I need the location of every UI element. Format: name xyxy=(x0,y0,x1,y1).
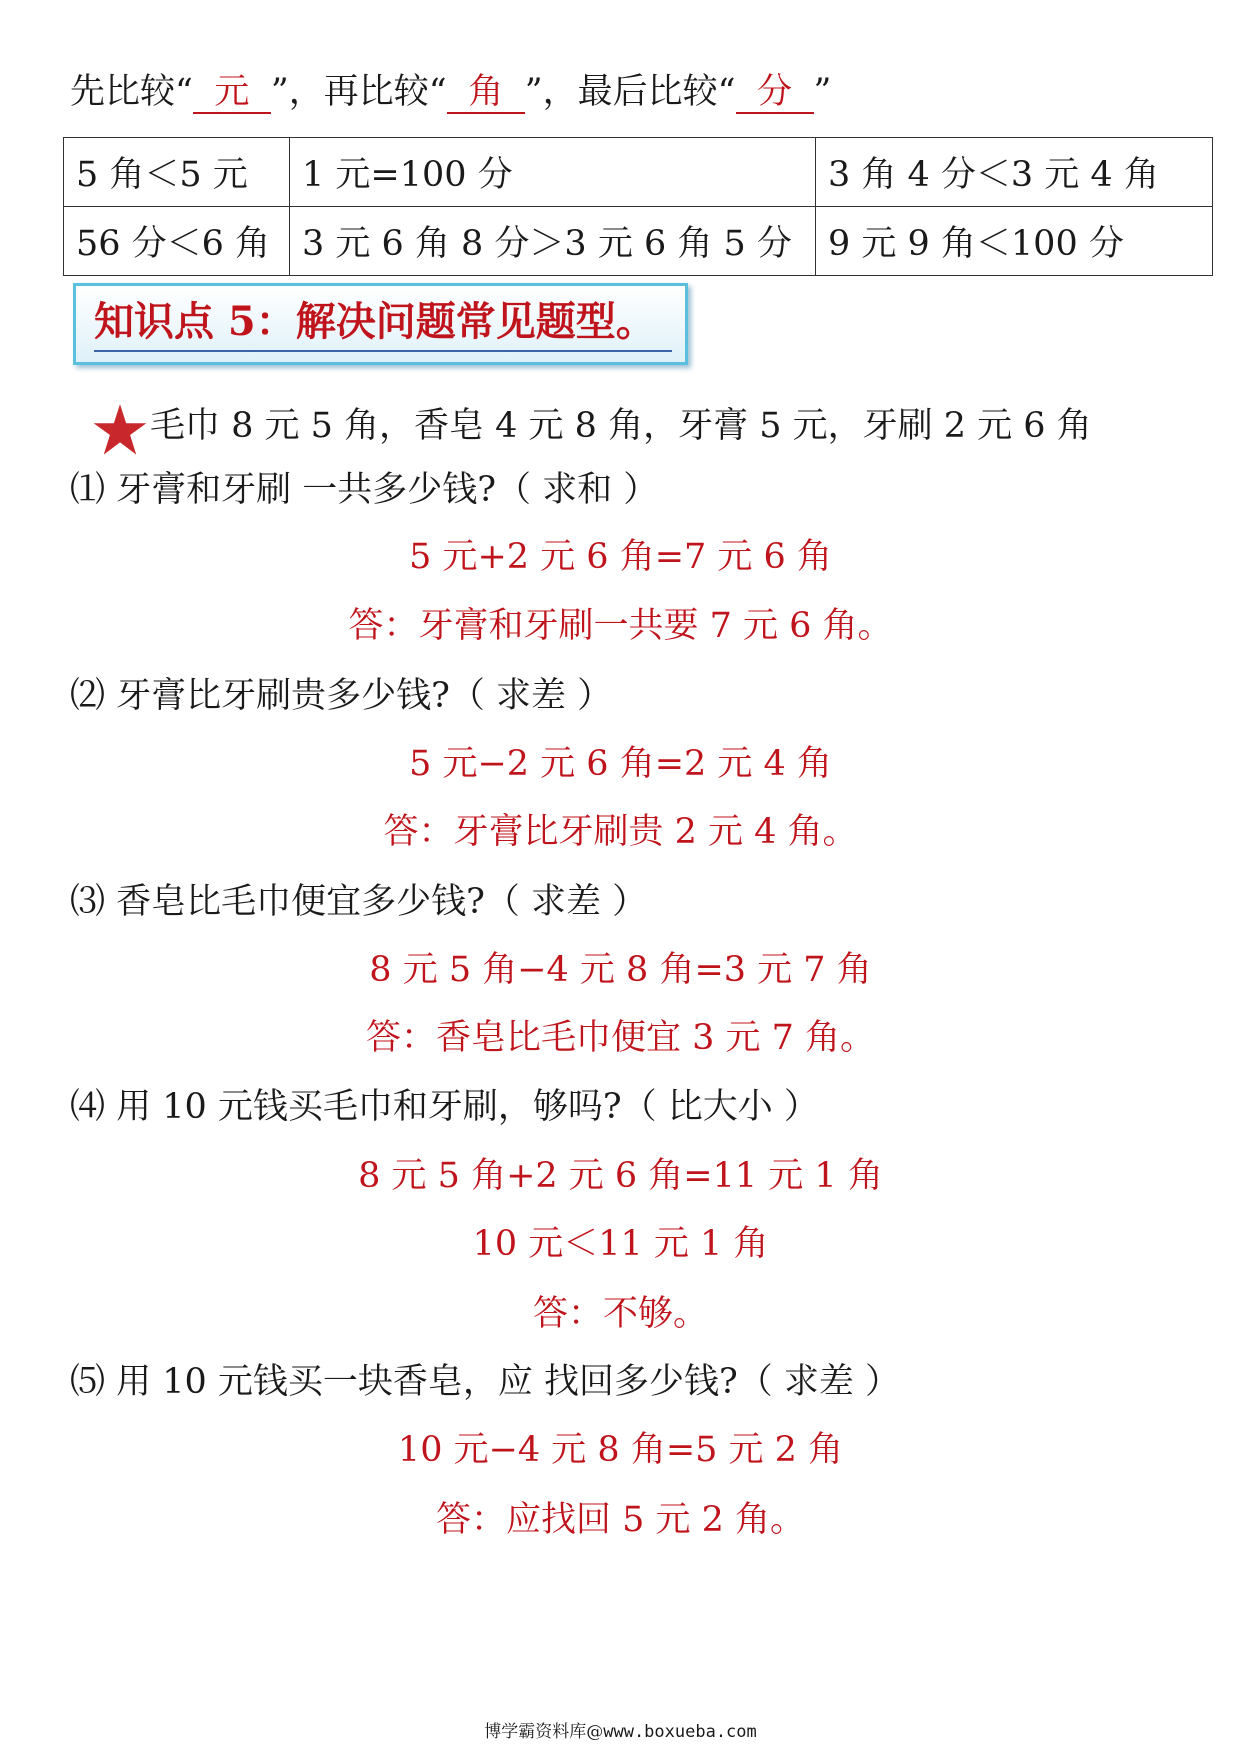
title-underline xyxy=(94,350,672,352)
question-3: ⑶ 香皂比毛巾便宜多少钱?（ 求差 ） xyxy=(70,882,648,922)
answer-5-statement: 答：应找回 5 元 2 角。 xyxy=(435,1500,806,1540)
answer-3-statement: 答：香皂比毛巾便宜 3 元 7 角。 xyxy=(365,1018,876,1058)
table-row xyxy=(64,207,1213,276)
table-cell: 3 角 4 分＜3 元 4 角 xyxy=(816,138,1213,207)
rule-text-1: 先比较“ xyxy=(70,72,193,112)
table-cell: 1 元=100 分 xyxy=(290,138,816,207)
footer-watermark xyxy=(0,1721,1241,1743)
answer-4-statement: 答：不够。 xyxy=(532,1294,708,1334)
question-5: ⑸ 用 10 元钱买一块香皂，应 找回多少钱?（ 求差 ） xyxy=(70,1362,901,1402)
table-cell: 5 角＜5 元 xyxy=(64,138,290,207)
footer-site: 博学霸资料库@ xyxy=(484,1722,604,1742)
answer-4-comparison: 10 元＜11 元 1 角 xyxy=(472,1224,769,1264)
rule-text-2: ”，再比较“ xyxy=(270,72,447,112)
answer-1-statement: 答：牙膏和牙刷一共要 7 元 6 角。 xyxy=(348,606,893,646)
question-4: ⑷ 用 10 元钱买毛巾和牙刷，够吗?（ 比大小 ） xyxy=(70,1087,819,1127)
question-2: ⑵ 牙膏比牙刷贵多少钱?（ 求差 ） xyxy=(70,676,613,716)
answer-2-statement: 答：牙膏比牙刷贵 2 元 4 角。 xyxy=(383,812,858,852)
rule-blank-jiao: 角 xyxy=(447,72,525,114)
rule-blank-yuan: 元 xyxy=(193,72,271,114)
answer-2-equation: 5 元−2 元 6 角=2 元 4 角 xyxy=(409,744,832,784)
compare-rule xyxy=(0,68,1241,116)
table-cell: 9 元 9 角＜100 分 xyxy=(816,207,1213,276)
answer-4-equation: 8 元 5 角+2 元 6 角=11 元 1 角 xyxy=(358,1156,883,1196)
rule-text-4: ” xyxy=(813,72,832,112)
answer-3-equation: 8 元 5 角−4 元 8 角=3 元 7 角 xyxy=(369,950,872,990)
rule-blank-fen: 分 xyxy=(736,72,814,114)
question-1: ⑴ 牙膏和牙刷 一共多少钱?（ 求和 ） xyxy=(70,470,659,510)
answer-5-equation: 10 元−4 元 8 角=5 元 2 角 xyxy=(397,1430,844,1470)
problem-intro: 毛巾 8 元 5 角，香皂 4 元 8 角，牙膏 5 元，牙刷 2 元 6 角 xyxy=(150,406,1092,446)
table-cell: 56 分＜6 角 xyxy=(64,207,290,276)
knowledge-point-title: 知识点 5：解决问题常见题型。 xyxy=(94,298,656,345)
comparison-table xyxy=(63,137,1213,276)
knowledge-point-box xyxy=(73,283,688,365)
answer-1-equation: 5 元+2 元 6 角=7 元 6 角 xyxy=(409,537,832,577)
footer-url[interactable]: www.boxueba.com xyxy=(603,1722,757,1742)
table-row xyxy=(64,138,1213,207)
rule-text-3: ”，最后比较“ xyxy=(524,72,736,112)
table-cell: 3 元 6 角 8 分＞3 元 6 角 5 分 xyxy=(290,207,816,276)
